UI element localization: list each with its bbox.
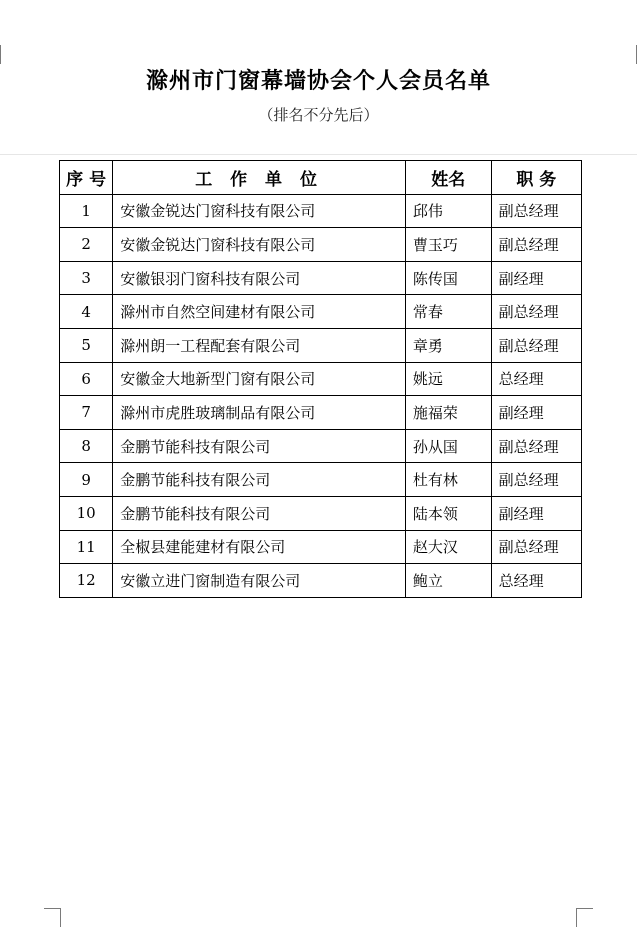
cell-name: 赵大汉 xyxy=(405,530,491,564)
document-title: 滁州市门窗幕墙协会个人会员名单 xyxy=(145,69,491,94)
cell-index: 12 xyxy=(60,564,113,598)
table-row xyxy=(60,328,582,362)
cell-position: 总经理 xyxy=(491,362,581,396)
cell-org: 安徽金大地新型门窗有限公司 xyxy=(113,362,406,396)
cell-position: 副总经理 xyxy=(491,228,581,262)
cell-name: 鲍立 xyxy=(405,564,491,598)
cell-index: 3 xyxy=(60,261,113,295)
cell-name: 陆本领 xyxy=(405,496,491,530)
cell-index: 7 xyxy=(60,396,113,430)
member-table xyxy=(59,160,582,598)
table-header-row xyxy=(60,161,582,195)
cell-org: 全椒县建能建材有限公司 xyxy=(113,530,406,564)
cell-index: 1 xyxy=(60,194,113,228)
table-row xyxy=(60,530,582,564)
cell-name: 施福荣 xyxy=(405,396,491,430)
cell-index: 8 xyxy=(60,429,113,463)
table-row xyxy=(60,429,582,463)
cell-index: 10 xyxy=(60,496,113,530)
cell-index: 2 xyxy=(60,228,113,262)
cell-name: 杜有林 xyxy=(405,463,491,497)
cell-org: 滁州朗一工程配套有限公司 xyxy=(113,328,406,362)
cell-org: 安徽银羽门窗科技有限公司 xyxy=(113,261,406,295)
table-row xyxy=(60,228,582,262)
cell-index: 9 xyxy=(60,463,113,497)
cell-position: 副总经理 xyxy=(491,328,581,362)
cell-index: 11 xyxy=(60,530,113,564)
cell-position: 副总经理 xyxy=(491,530,581,564)
cell-name: 陈传国 xyxy=(405,261,491,295)
header-index: 序 号 xyxy=(60,161,113,195)
table-row xyxy=(60,194,582,228)
cell-index: 5 xyxy=(60,328,113,362)
header-org: 工 作 单 位 xyxy=(113,161,406,195)
document-subtitle: （排名不分先后） xyxy=(258,106,379,124)
page-corner-mark-bottom-right xyxy=(576,908,593,927)
table-row xyxy=(60,261,582,295)
cell-position: 副经理 xyxy=(491,396,581,430)
cell-name: 曹玉巧 xyxy=(405,228,491,262)
cell-org: 滁州市自然空间建材有限公司 xyxy=(113,295,406,329)
table-row xyxy=(60,496,582,530)
cell-position: 副经理 xyxy=(491,496,581,530)
cell-position: 副总经理 xyxy=(491,295,581,329)
cell-org: 金鹏节能科技有限公司 xyxy=(113,463,406,497)
cell-org: 滁州市虎胜玻璃制品有限公司 xyxy=(113,396,406,430)
header-name: 姓名 xyxy=(405,161,491,195)
cell-position: 副经理 xyxy=(491,261,581,295)
cell-name: 章勇 xyxy=(405,328,491,362)
cell-org: 安徽立进门窗制造有限公司 xyxy=(113,564,406,598)
cell-position: 副总经理 xyxy=(491,194,581,228)
cell-position: 副总经理 xyxy=(491,429,581,463)
page-corner-mark-top-left xyxy=(0,45,1,64)
cell-position: 总经理 xyxy=(491,564,581,598)
cell-name: 常春 xyxy=(405,295,491,329)
cell-position: 副总经理 xyxy=(491,463,581,497)
table-row xyxy=(60,564,582,598)
cell-org: 安徽金锐达门窗科技有限公司 xyxy=(113,228,406,262)
cell-name: 孙从国 xyxy=(405,429,491,463)
cell-name: 姚远 xyxy=(405,362,491,396)
page-divider xyxy=(0,154,637,155)
cell-index: 4 xyxy=(60,295,113,329)
cell-org: 安徽金锐达门窗科技有限公司 xyxy=(113,194,406,228)
page-corner-mark-bottom-left xyxy=(44,908,61,927)
table-row xyxy=(60,463,582,497)
header-position: 职 务 xyxy=(491,161,581,195)
table-row xyxy=(60,396,582,430)
cell-org: 金鹏节能科技有限公司 xyxy=(113,429,406,463)
table-row xyxy=(60,295,582,329)
table-row xyxy=(60,362,582,396)
cell-name: 邱伟 xyxy=(405,194,491,228)
cell-org: 金鹏节能科技有限公司 xyxy=(113,496,406,530)
cell-index: 6 xyxy=(60,362,113,396)
